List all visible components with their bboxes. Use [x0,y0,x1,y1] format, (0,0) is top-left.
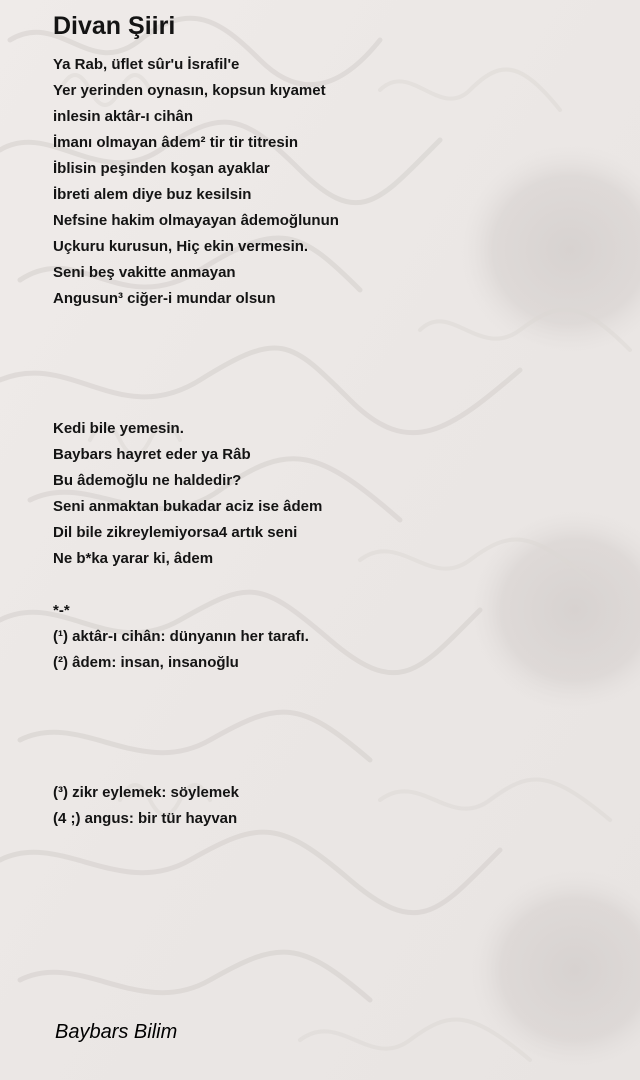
poem-line: Kedi bile yemesin. [53,420,184,437]
poem-line: (³) zikr eylemek: söylemek [53,784,239,801]
poem-line: Yer yerinden oynasın, kopsun kıyamet [53,82,326,99]
poem-line: İblisin peşinden koşan ayaklar [53,160,270,177]
poem-blank-line [53,754,339,780]
poem-blank-line [53,390,339,416]
poem-blank-line [53,702,339,728]
poem-body [53,52,339,832]
poem-line: Seni anmaktan bukadar aciz ise âdem [53,498,323,515]
poem-blank-line [53,728,339,754]
poem-line: Nefsine hakim olmayayan âdemoğlunun [53,212,339,229]
poem-line: Bu âdemoğlu ne haldedir? [53,472,242,489]
poem-line: İbreti alem diye buz kesilsin [53,186,252,203]
poem-blank-line [53,338,339,364]
poem-line: (4 ;) angus: bir tür hayvan [53,810,238,827]
poem-title: Divan Şiiri [53,12,176,40]
poem-line: Angusun³ ciğer-i mundar olsun [53,290,276,307]
poem-line: Baybars hayret eder ya Râb [53,446,251,463]
poem-blank-line [53,676,339,702]
poem-blank-line [53,312,339,338]
poem-line: *-* [53,602,70,619]
poem-blank-line [53,572,339,598]
poem-line: (¹) aktâr-ı cihân: dünyanın her tarafı. [53,628,309,645]
poem-line: Dil bile zikreylemiyorsa4 artık seni [53,524,298,541]
poem-line: Ya Rab, üflet sûr'u İsrafil'e [53,56,240,73]
poem-line: Uçkuru kurusun, Hiç ekin vermesin. [53,238,309,255]
poem-author: Baybars Bilim [55,1021,178,1043]
poem-line: (²) âdem: insan, insanoğlu [53,654,239,671]
poem-line: Seni beş vakitte anmayan [53,264,236,281]
poem-line: Ne b*ka yarar ki, âdem [53,550,214,567]
poem-blank-line [53,364,339,390]
poem-line: İmanı olmayan âdem² tir tir titresin [53,134,299,151]
poem-line: inlesin aktâr-ı cihân [53,108,194,125]
